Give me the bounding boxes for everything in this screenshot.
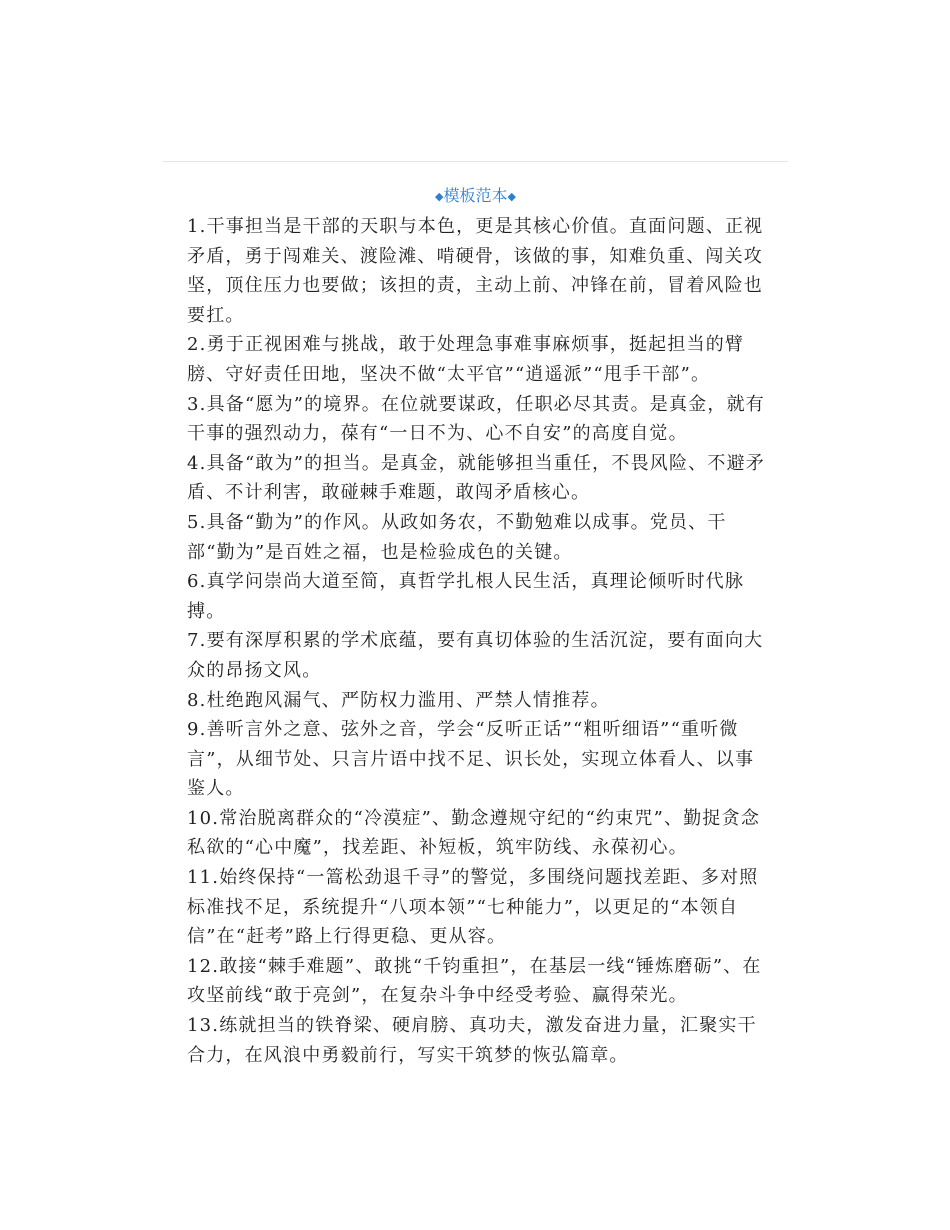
paragraph-10: 10.常治脱离群众的“冷漠症”、勤念遵规守纪的“约束咒”、勤捉贪念私欲的“心中魔”，找差距、补短板，筑牢防线、永葆初心。 <box>187 807 761 859</box>
document-title: 模板范本 <box>443 186 508 205</box>
paragraph-12: 12.敢接“棘手难题”、敢挑“千钧重担”，在基层一线“锤炼磨砺”、在攻坚前线“敢于亮剑”，在复杂斗争中经受考验、赢得荣光。 <box>187 955 762 1007</box>
diamond-left-icon: ◆ <box>435 190 444 203</box>
paragraph-3: 3.具备“愿为”的境界。在位就要谋政，任职必尽其责。是真金，就有干事的强烈动力，葆有“一日不为、心不自安”的高度自觉。 <box>187 393 765 445</box>
top-divider <box>163 161 788 162</box>
paragraph-7: 7.要有深厚积累的学术底蕴，要有真切体验的生活沉淀，要有面向大众的昂扬文风。 <box>187 630 764 681</box>
document-body <box>187 212 765 1070</box>
paragraph-4: 4.具备“敢为”的担当。是真金，就能够担当重任，不畏风险、不避矛盾、不计利害，敢碰棘手难题，敢闯矛盾核心。 <box>187 452 765 504</box>
paragraph-13: 13.练就担当的铁脊梁、硬肩膀、真功夫，激发奋进力量，汇聚实干合力，在风浪中勇毅前行，写实干筑梦的恢弘篇章。 <box>187 1015 757 1066</box>
paragraph-1: 1.干事担当是干部的天职与本色，更是其核心价值。直面问题、正视矛盾，勇于闯难关、渡险滩、啃硬骨，该做的事，知难负重、闯关攻坚，顶住压力也要做；该担的责，主动上前、冲锋在前，冒着风险也要扛。 <box>187 216 764 326</box>
paragraph-2: 2.勇于正视困难与挑战，敢于处理急事难事麻烦事，挺起担当的臂膀、守好责任田地，坚决不做“太平官”“逍遥派”“甩手干部”。 <box>187 334 745 385</box>
paragraph-6: 6.真学问崇尚大道至简，真哲学扎根人民生活，真理论倾听时代脉搏。 <box>187 571 745 622</box>
paragraph-11: 11.始终保持“一篙松劲退千寻”的警觉，多围绕问题找差距、多对照标准找不足，系统提升“八项本领”“七种能力”，以更足的“本领自信”在“赶考”路上行得更稳、更从容。 <box>187 867 759 948</box>
paragraph-9: 9.善听言外之意、弦外之音，学会“反听正话”“粗听细语”“重听微言”，从细节处、只言片语中找不足、识长处，实现立体看人、以事鉴人。 <box>187 719 755 800</box>
diamond-right-icon: ◆ <box>507 190 516 203</box>
paragraph-8: 8.杜绝跑风漏气、严防权力滥用、严禁人情推荐。 <box>187 689 610 711</box>
paragraph-5: 5.具备“勤为”的作风。从政如务农，不勤勉难以成事。党员、干部“勤为”是百姓之福，也是检验成色的关键。 <box>187 511 727 563</box>
document-header <box>163 184 788 209</box>
